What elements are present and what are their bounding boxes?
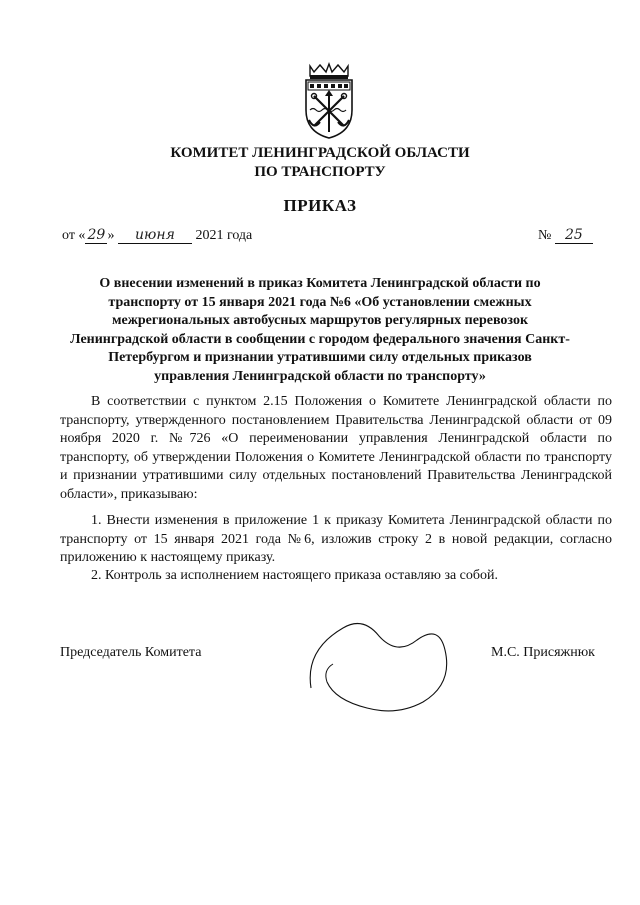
date-month: июня <box>118 228 192 244</box>
organization-name-line2: ПО ТРАНСПОРТУ <box>254 164 386 180</box>
number-value: 25 <box>555 228 593 244</box>
document-subject: О внесении изменений в приказ Комитета Ленинградской области по транспорту от 15 января 2021 года №6 «Об установлении смежных межрегиональных автобусных маршрутов регулярных перевозок Ленинградской области в сообщении с городом федерального значения Санкт-Петербургом и признании утратившими силу отдельных приказов управления Ленинградской области по транспорту» <box>70 276 570 384</box>
signatory-position: Председатель Комитета <box>60 645 202 660</box>
organization-name-line1: КОМИТЕТ ЛЕНИНГРАДСКОЙ ОБЛАСТИ <box>170 145 470 161</box>
order-item-1: 1. Внести изменения в приложение 1 к приказу Комитета Ленинградской области по транспорту от 15 января 2021 года №6, изложив строку 2 в новой редакции, согласно приложению к настоящему приказу. <box>60 513 612 565</box>
order-item-2: 2. Контроль за исполнением настоящего приказа оставляю за собой. <box>91 568 499 583</box>
signatory-name: М.С. Присяжнюк <box>491 645 595 660</box>
number-prefix: № <box>538 228 552 243</box>
preamble-paragraph: В соответствии с пунктом 2.15 Положения о Комитете Ленинградской области по транспорту, утвержденного постановлением Правительства Ленинградской области от 09 ноября 2020 г. №726 «О переименовании управления Ленинградской области по транспорту, об утверждении Положения о Комитете Ленинградской области по транспорту и признании утратившими силу отдельных постановлений Правительства Ленинградской области», приказываю: <box>60 394 612 502</box>
date-year: 2021 года <box>195 228 253 243</box>
date-mid: » <box>107 228 115 243</box>
document-date <box>62 228 252 244</box>
date-day: 29 <box>85 228 107 244</box>
document-type-title: ПРИКАЗ <box>283 196 357 215</box>
date-prefix: от « <box>62 228 86 243</box>
coat-of-arms-icon <box>300 62 358 140</box>
handwritten-signature <box>305 610 455 720</box>
document-number <box>538 228 593 244</box>
